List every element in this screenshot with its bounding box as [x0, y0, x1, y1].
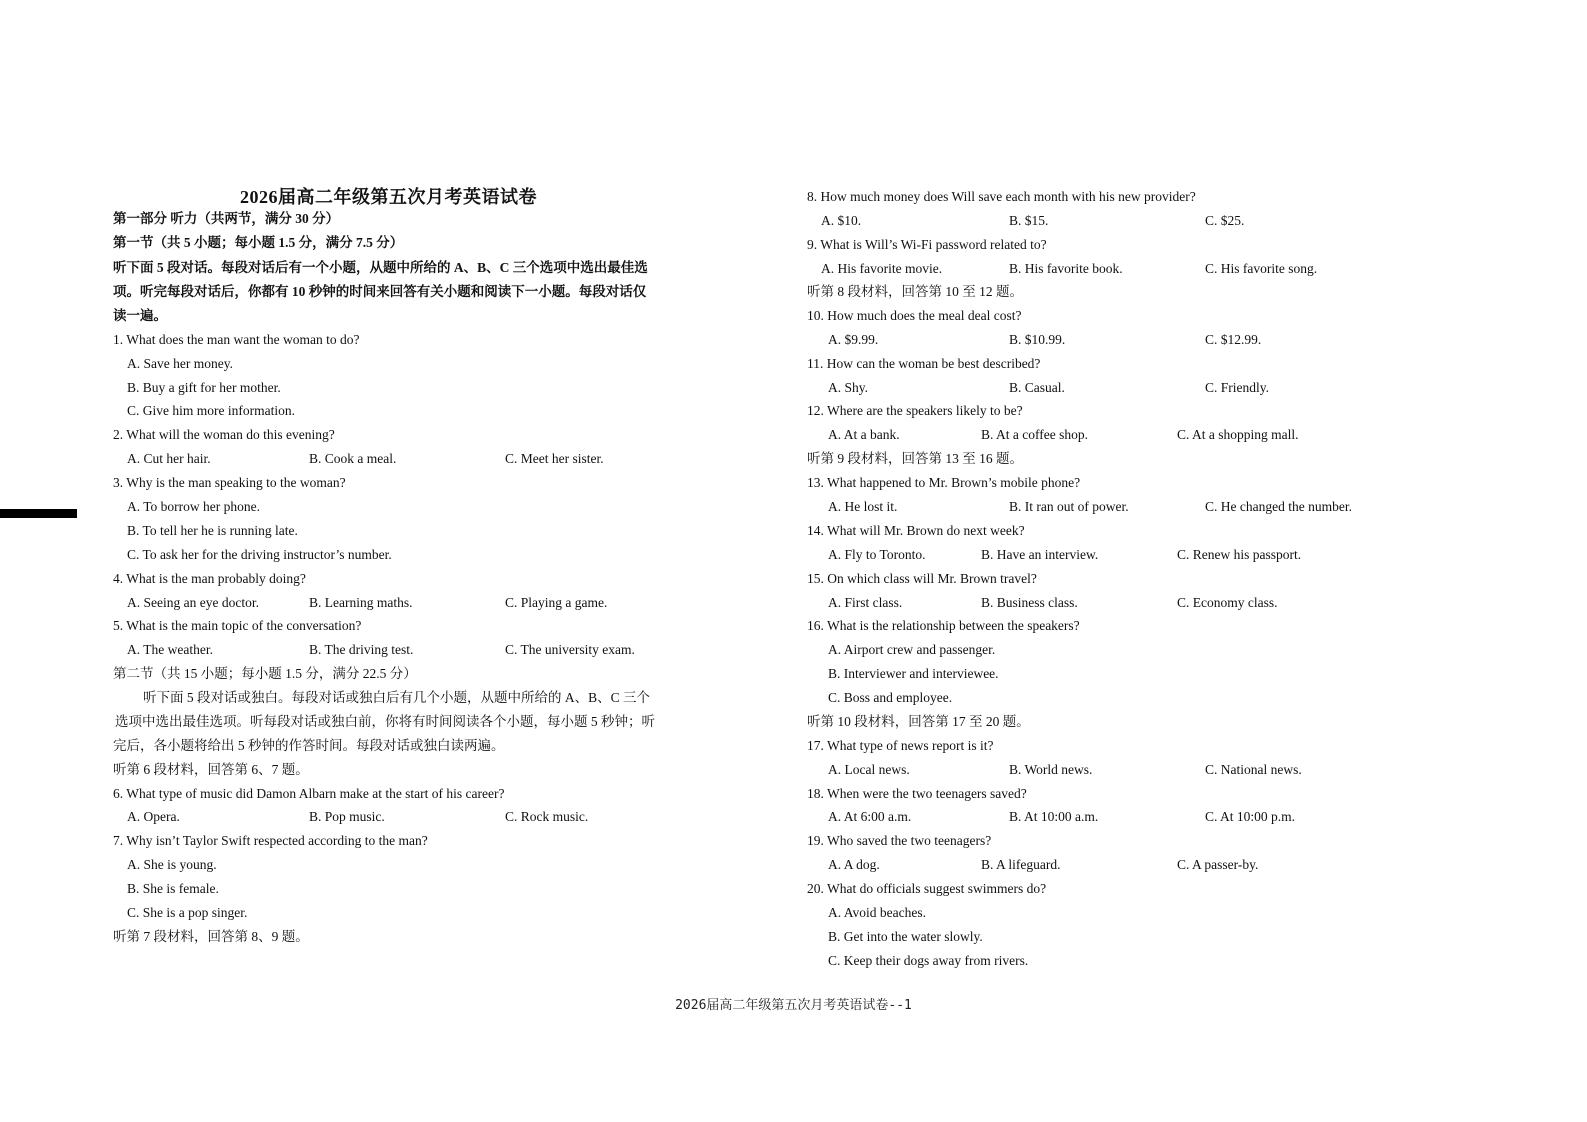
option-11a: A. Shy. [828, 380, 869, 395]
section2-instructions-line: 选项中选出最佳选项。听每段对话或独白前，你将有时间阅读各个小题，每小题 5 秒钟；听 [115, 714, 655, 729]
question-3: 3. Why is the man speaking to the woman? [113, 475, 346, 490]
option-18a: A. At 6:00 a.m. [828, 809, 912, 824]
option-3a: A. To borrow her phone. [127, 499, 261, 514]
question-9: 9. What is Will’s Wi-Fi password related to? [807, 237, 1047, 252]
option-15c: C. Economy class. [1177, 595, 1278, 610]
option-10c: C. $12.99. [1205, 332, 1262, 347]
option-17c: C. National news. [1205, 762, 1302, 777]
option-20b: B. Get into the water slowly. [828, 929, 983, 944]
option-1a: A. Save her money. [127, 356, 233, 371]
option-5c: C. The university exam. [505, 642, 635, 657]
option-7b: B. She is female. [127, 881, 219, 896]
section2-instructions-line: 完后，各小题将给出 5 秒钟的作答时间。每段对话或独白读两遍。 [113, 738, 505, 753]
option-14a: A. Fly to Toronto. [828, 547, 926, 562]
option-10a: A. $9.99. [828, 332, 879, 347]
option-5a: A. The weather. [127, 642, 213, 657]
question-8: 8. How much money does Will save each month with his new provider? [807, 189, 1196, 204]
section1-instructions-line: 读一遍。 [113, 308, 167, 323]
question-4: 4. What is the man probably doing? [113, 571, 306, 586]
binding-margin-mark [0, 509, 77, 518]
option-16a: A. Airport crew and passenger. [828, 642, 996, 657]
option-6b: B. Pop music. [309, 809, 385, 824]
material-7-note: 听第 7 段材料，回答第 8、9 题。 [113, 929, 309, 944]
option-12c: C. At a shopping mall. [1177, 427, 1299, 442]
material-9-note: 听第 9 段材料，回答第 13 至 16 题。 [807, 451, 1023, 466]
option-15a: A. First class. [828, 595, 903, 610]
material-10-note: 听第 10 段材料，回答第 17 至 20 题。 [807, 714, 1030, 729]
question-17: 17. What type of news report is it? [807, 738, 994, 753]
question-11: 11. How can the woman be best described? [807, 356, 1041, 371]
material-6-note: 听第 6 段材料，回答第 6、7 题。 [113, 762, 309, 777]
option-8c: C. $25. [1205, 213, 1245, 228]
option-3b: B. To tell her he is running late. [127, 523, 298, 538]
option-7c: C. She is a pop singer. [127, 905, 248, 920]
question-7: 7. Why isn’t Taylor Swift respected according to the man? [113, 833, 428, 848]
option-19b: B. A lifeguard. [981, 857, 1061, 872]
option-1c: C. Give him more information. [127, 403, 295, 418]
option-13a: A. He lost it. [828, 499, 898, 514]
option-11c: C. Friendly. [1205, 380, 1269, 395]
option-20a: A. Avoid beaches. [828, 905, 926, 920]
question-16: 16. What is the relationship between the speakers? [807, 618, 1080, 633]
option-6a: A. Opera. [127, 809, 180, 824]
question-1: 1. What does the man want the woman to do? [113, 332, 360, 347]
option-16c: C. Boss and employee. [828, 690, 953, 705]
option-14c: C. Renew his passport. [1177, 547, 1302, 562]
option-4b: B. Learning maths. [309, 595, 413, 610]
option-3c: C. To ask her for the driving instructor’s number. [127, 547, 392, 562]
option-14b: B. Have an interview. [981, 547, 1099, 562]
material-8-note: 听第 8 段材料，回答第 10 至 12 题。 [807, 284, 1023, 299]
question-15: 15. On which class will Mr. Brown travel? [807, 571, 1037, 586]
option-2b: B. Cook a meal. [309, 451, 397, 466]
question-6: 6. What type of music did Damon Albarn make at the start of his career? [113, 786, 505, 801]
option-19c: C. A passer-by. [1177, 857, 1259, 872]
option-5b: B. The driving test. [309, 642, 414, 657]
option-2c: C. Meet her sister. [505, 451, 604, 466]
option-12b: B. At a coffee shop. [981, 427, 1088, 442]
question-2: 2. What will the woman do this evening? [113, 427, 335, 442]
section1-instructions-line: 项。听完每段对话后，你都有 10 秒钟的时间来回答有关小题和阅读下一小题。每段对话仅 [113, 284, 647, 299]
option-9a: A. His favorite movie. [821, 261, 943, 276]
option-12a: A. At a bank. [828, 427, 900, 442]
section1-instructions-line: 听下面 5 段对话。每段对话后有一个小题，从题中所给的 A、B、C 三个选项中选出最佳选 [113, 260, 648, 275]
question-19: 19. Who saved the two teenagers? [807, 833, 992, 848]
option-10b: B. $10.99. [1009, 332, 1066, 347]
option-7a: A. She is young. [127, 857, 217, 872]
option-4a: A. Seeing an eye doctor. [127, 595, 259, 610]
option-13b: B. It ran out of power. [1009, 499, 1129, 514]
option-13c: C. He changed the number. [1205, 499, 1352, 514]
question-12: 12. Where are the speakers likely to be? [807, 403, 1023, 418]
option-17b: B. World news. [1009, 762, 1093, 777]
question-14: 14. What will Mr. Brown do next week? [807, 523, 1025, 538]
option-17a: A. Local news. [828, 762, 910, 777]
option-18b: B. At 10:00 a.m. [1009, 809, 1099, 824]
section2-heading: 第二节（共 15 小题；每小题 1.5 分，满分 22.5 分） [113, 666, 417, 681]
question-5: 5. What is the main topic of the conversation? [113, 618, 362, 633]
question-13: 13. What happened to Mr. Brown’s mobile phone? [807, 475, 1081, 490]
option-8a: A. $10. [821, 213, 862, 228]
page-footer: 2026届高二年级第五次月考英语试卷--1 [675, 998, 912, 1013]
option-11b: B. Casual. [1009, 380, 1065, 395]
page-title: 2026届高二年级第五次月考英语试卷 [240, 187, 537, 207]
option-2a: A. Cut her hair. [127, 451, 211, 466]
question-20: 20. What do officials suggest swimmers do? [807, 881, 1047, 896]
option-1b: B. Buy a gift for her mother. [127, 380, 281, 395]
option-20c: C. Keep their dogs away from rivers. [828, 953, 1029, 968]
option-8b: B. $15. [1009, 213, 1049, 228]
question-10: 10. How much does the meal deal cost? [807, 308, 1022, 323]
option-4c: C. Playing a game. [505, 595, 608, 610]
option-19a: A. A dog. [828, 857, 880, 872]
section2-instructions-line: 听下面 5 段对话或独白。每段对话或独白后有几个小题，从题中所给的 A、B、C 三个 [143, 690, 651, 705]
option-9b: B. His favorite book. [1009, 261, 1123, 276]
option-15b: B. Business class. [981, 595, 1078, 610]
option-6c: C. Rock music. [505, 809, 589, 824]
question-18: 18. When were the two teenagers saved? [807, 786, 1027, 801]
section1-heading: 第一节（共 5 小题；每小题 1.5 分，满分 7.5 分） [113, 235, 404, 250]
option-18c: C. At 10:00 p.m. [1205, 809, 1296, 824]
part1-heading: 第一部分 听力（共两节，满分 30 分） [113, 211, 340, 226]
option-9c: C. His favorite song. [1205, 261, 1318, 276]
option-16b: B. Interviewer and interviewee. [828, 666, 999, 681]
